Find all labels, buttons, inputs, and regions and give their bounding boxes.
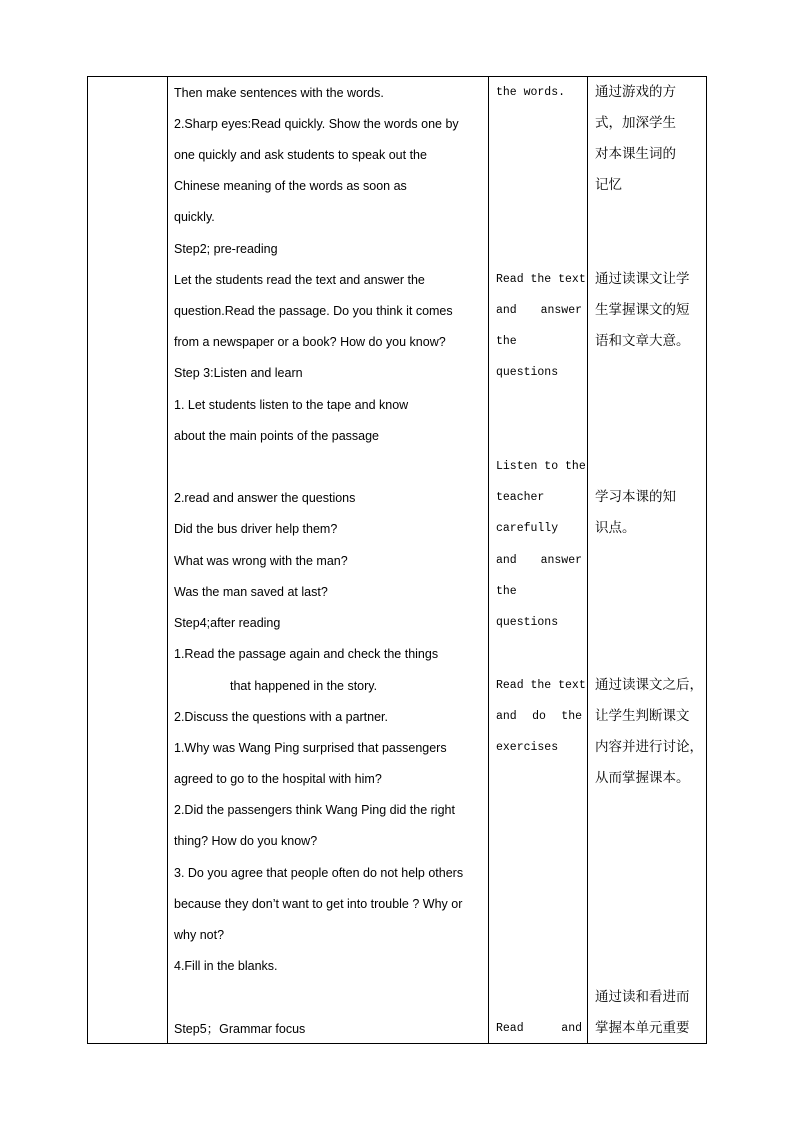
purpose-line: 通过读课文之后， — [595, 677, 703, 693]
question-line: thing? How do you know? — [174, 834, 318, 848]
purpose-line: 生掌握课文的短 — [595, 302, 690, 318]
purpose-line: 内容并进行讨论， — [595, 739, 703, 755]
column-divider — [587, 77, 588, 1043]
student-line: Listen to the — [496, 460, 586, 473]
student-line: and answer — [496, 554, 582, 567]
purpose-line: 从而掌握课本。 — [595, 770, 690, 786]
activity-line: Then make sentences with the words. — [174, 86, 384, 100]
activity-line: 4.Fill in the blanks. — [174, 959, 278, 973]
question-line: agreed to go to the hospital with him? — [174, 772, 382, 786]
student-line: the — [496, 335, 517, 348]
activity-line: 1. Let students listen to the tape and know — [174, 398, 409, 412]
activity-line: Chinese meaning of the words as soon as — [174, 179, 407, 193]
student-line: the — [496, 585, 517, 598]
purpose-line: 通过游戏的方 — [595, 84, 676, 100]
question-line: What was wrong with the man? — [174, 554, 348, 568]
step-heading: Step2; pre-reading — [174, 242, 278, 256]
student-line: carefully — [496, 522, 559, 535]
purpose-line: 通过读课文让学 — [595, 271, 690, 287]
student-line: exercises — [496, 741, 559, 754]
activity-line: 2.Sharp eyes:Read quickly. Show the words one by — [174, 117, 459, 131]
activity-line: about the main points of the passage — [174, 429, 380, 443]
activity-line: Let the students read the text and answer the — [174, 273, 425, 287]
purpose-line: 记忆 — [595, 177, 622, 193]
student-line: and do the — [496, 710, 582, 723]
activity-line: 2.read and answer the questions — [174, 491, 356, 505]
lesson-plan-table — [87, 76, 707, 1044]
question-line: because they don’t want to get into trouble ? Why or — [174, 897, 463, 911]
question-line: 1.Why was Wang Ping surprised that passengers — [174, 741, 447, 755]
student-line: Read the text — [496, 679, 586, 692]
purpose-line: 式，加深学生 — [595, 115, 676, 131]
step-heading: Step5；Grammar focus — [174, 1022, 306, 1036]
activity-line: that happened in the story. — [230, 679, 378, 693]
column-divider — [167, 77, 168, 1043]
question-line: 2.Did the passengers think Wang Ping did the right — [174, 803, 455, 817]
purpose-line: 语和文章大意。 — [595, 333, 690, 349]
purpose-line: 识点。 — [595, 520, 636, 536]
student-line: and answer — [496, 304, 582, 317]
student-line: the words. — [496, 86, 566, 99]
activity-line: 1.Read the passage again and check the things — [174, 647, 439, 661]
purpose-line: 让学生判断课文 — [595, 708, 690, 724]
student-line: teacher — [496, 491, 545, 504]
step-heading: Step 3:Listen and learn — [174, 366, 303, 380]
question-line: 3. Do you agree that people often do not help others — [174, 866, 464, 880]
student-line: questions — [496, 366, 559, 379]
question-line: why not? — [174, 928, 225, 942]
purpose-line: 对本课生词的 — [595, 146, 676, 162]
activity-line: quickly. — [174, 210, 215, 224]
purpose-line: 学习本课的知 — [595, 489, 676, 505]
activity-line: one quickly and ask students to speak out the — [174, 148, 427, 162]
activity-line: from a newspaper or a book? How do you know? — [174, 335, 446, 349]
question-line: Was the man saved at last? — [174, 585, 328, 599]
purpose-line: 通过读和看进而 — [595, 989, 690, 1005]
activity-line: 2.Discuss the questions with a partner. — [174, 710, 389, 724]
student-line: Read the text — [496, 273, 586, 286]
student-line: questions — [496, 616, 559, 629]
activity-line: question.Read the passage. Do you think it comes — [174, 304, 453, 318]
purpose-line: 掌握本单元重要 — [595, 1020, 690, 1036]
step-heading: Step4;after reading — [174, 616, 281, 630]
student-line: Read and — [496, 1022, 582, 1035]
column-divider — [488, 77, 489, 1043]
question-line: Did the bus driver help them? — [174, 522, 338, 536]
